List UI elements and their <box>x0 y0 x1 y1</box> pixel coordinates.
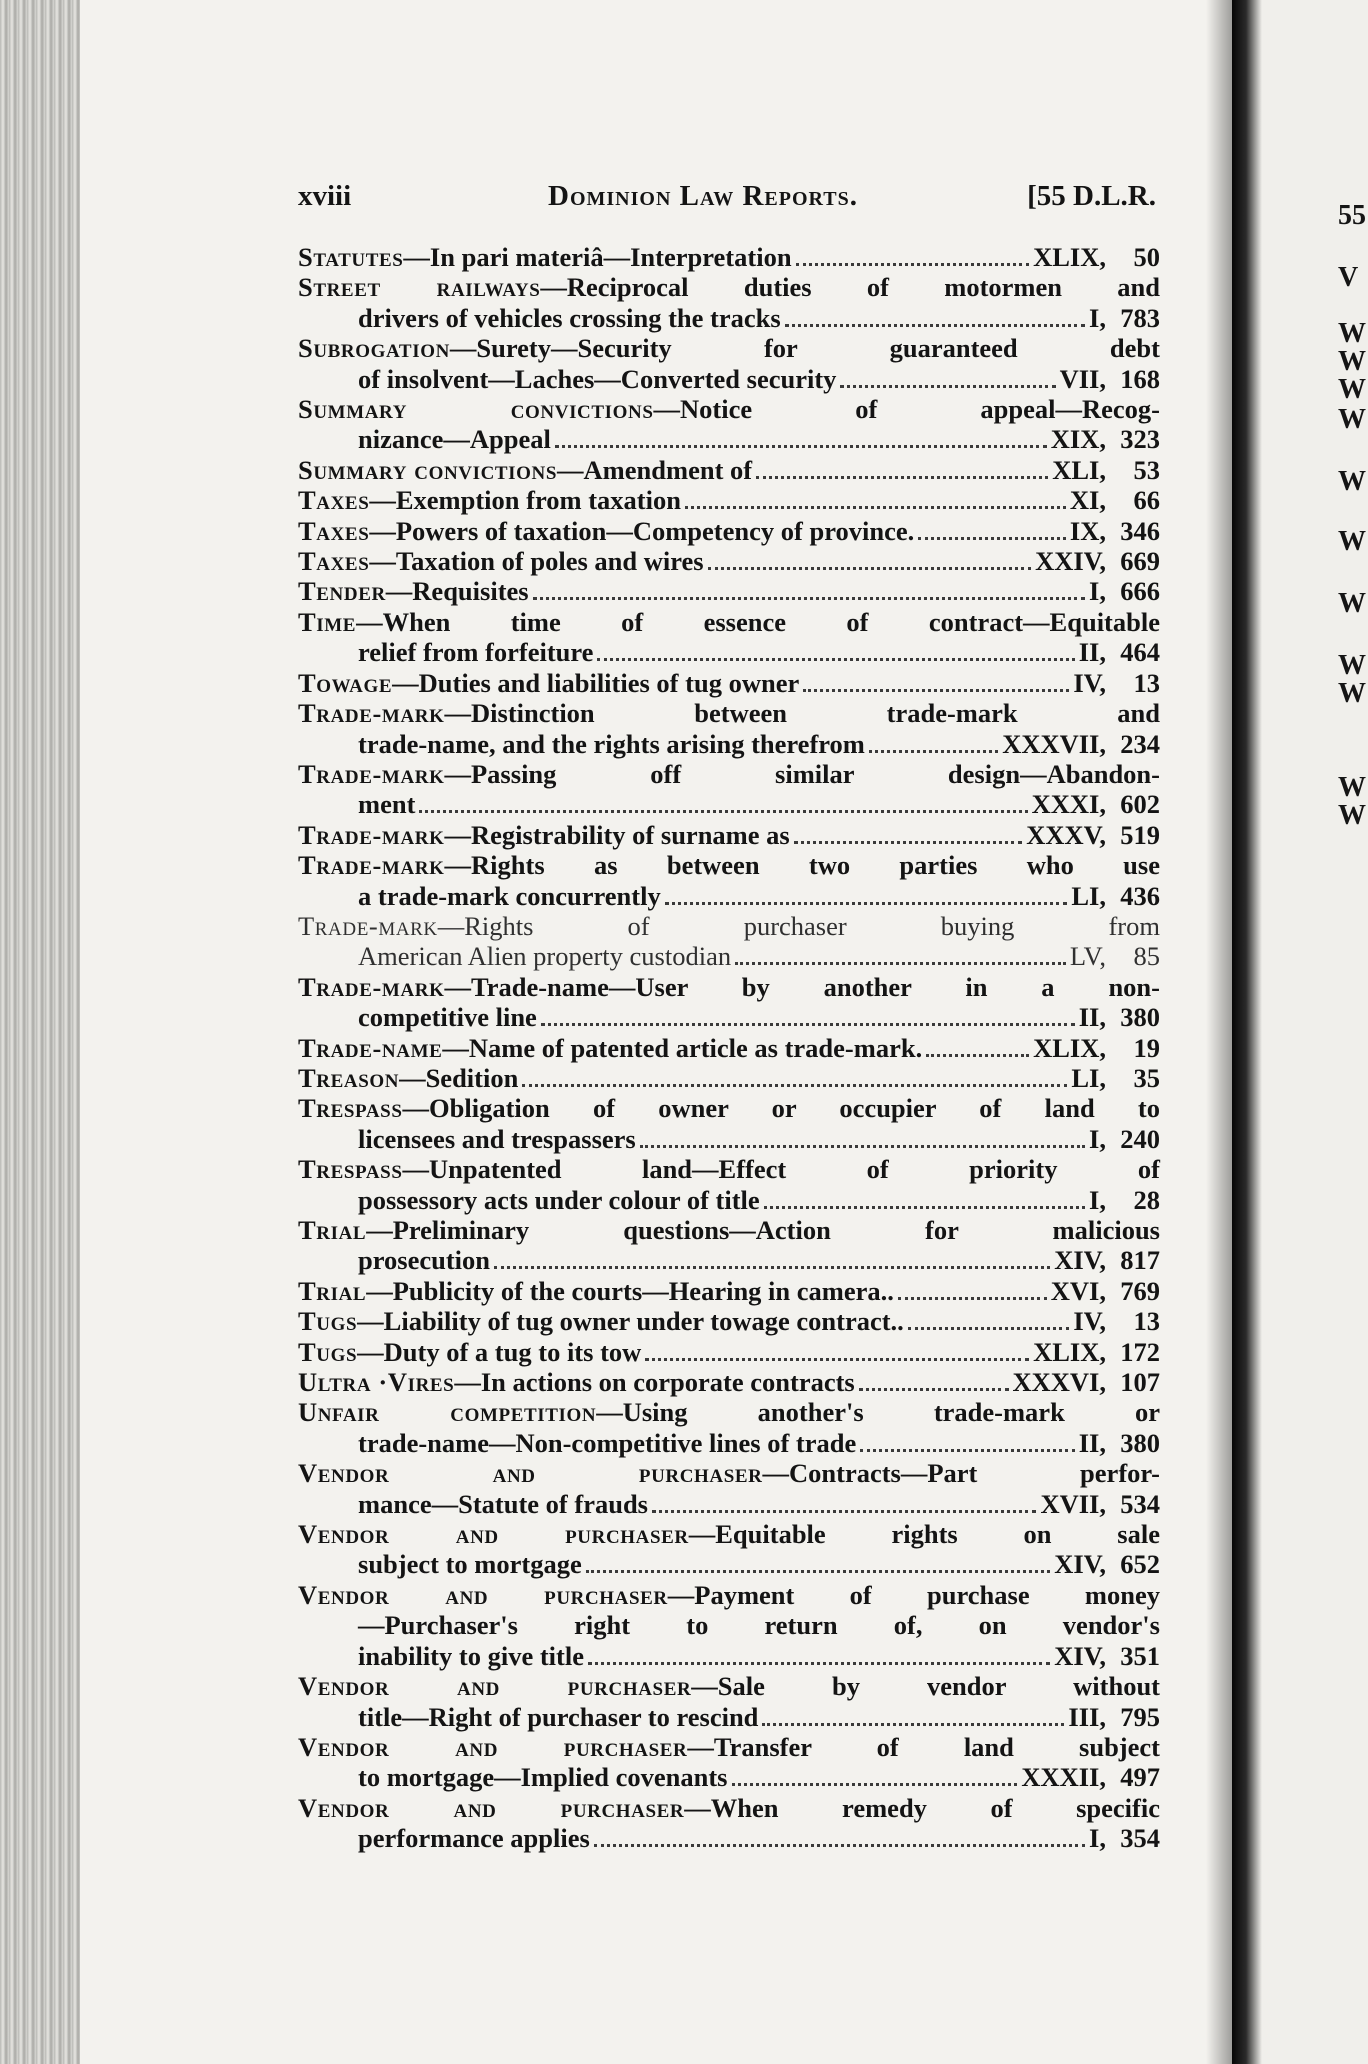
index-entry <box>298 455 1160 485</box>
entry-first-line <box>298 1154 1160 1184</box>
index-entry <box>298 242 1160 272</box>
index-entry <box>298 1397 1160 1458</box>
entry-text: —Sale by vendor without <box>691 1671 1161 1702</box>
entry-heading: Vendor and purchaser <box>298 1731 688 1762</box>
volume-number: LI, <box>1071 1062 1106 1093</box>
dot-leader <box>840 365 1055 388</box>
entry-reference-line <box>298 1276 1160 1306</box>
entry-text: —Obligation of owner or occupier of land to <box>402 1093 1160 1124</box>
entry-heading: Unfair competition <box>298 1397 597 1428</box>
index-entry <box>298 516 1160 546</box>
dot-leader <box>586 1550 1050 1573</box>
entry-text: American Alien property custodian <box>358 941 732 972</box>
entry-text: —Transfer of land subject <box>687 1731 1160 1762</box>
entry-heading: Trial <box>298 1215 367 1245</box>
volume-number: VII, <box>1059 363 1106 394</box>
entry-first-line <box>298 911 1160 941</box>
entry-heading: Subrogation <box>298 333 450 364</box>
entry-reference-line <box>298 1185 1160 1215</box>
entry-first-line <box>298 1519 1160 1549</box>
entry-reference-line <box>298 303 1160 333</box>
page-number: xviii <box>298 180 352 212</box>
entry-reference-line <box>298 1823 1160 1853</box>
dot-leader <box>419 790 1027 813</box>
entry-heading: Trade-mark <box>298 850 445 881</box>
entry-text: performance applies <box>358 1823 590 1854</box>
page-reference: 28 <box>1133 1184 1160 1215</box>
page-reference: 234 <box>1120 728 1160 759</box>
entry-reference-line <box>298 546 1160 576</box>
volume-number: XLIX, <box>1033 1032 1106 1063</box>
dot-leader <box>796 243 1030 266</box>
page-reference: 354 <box>1120 1823 1160 1854</box>
page-reference: 669 <box>1120 546 1160 577</box>
entry-heading: Tugs <box>298 1306 358 1337</box>
volume-number: XXXI, <box>1031 789 1106 820</box>
entry-reference-line <box>298 789 1160 819</box>
entry-reference-line <box>298 576 1160 606</box>
entry-text: —Sedition <box>399 1062 519 1093</box>
index-entry <box>298 972 1160 1033</box>
entry-first-line <box>298 1793 1160 1823</box>
entry-reference-line <box>298 1367 1160 1397</box>
dot-leader <box>533 577 1085 600</box>
index-entry <box>298 911 1160 972</box>
entry-heading: Trespass <box>298 1093 403 1124</box>
entry-first-line <box>298 394 1160 424</box>
index-entry <box>298 1671 1160 1732</box>
index-entry <box>298 668 1160 698</box>
page-reference: 323 <box>1120 424 1160 455</box>
page-reference: 652 <box>1120 1549 1160 1580</box>
volume-number: LV, <box>1069 941 1106 972</box>
index-entry <box>298 1033 1160 1063</box>
page-reference: 380 <box>1120 1002 1160 1033</box>
page-reference: 53 <box>1133 454 1160 485</box>
entry-heading: Taxes <box>298 546 370 577</box>
page-reference: 602 <box>1120 789 1160 820</box>
dot-leader <box>918 517 1066 540</box>
entry-reference-line <box>298 668 1160 698</box>
index-entry <box>298 272 1160 333</box>
index-entry <box>298 1093 1160 1154</box>
entry-text: a trade-mark concurrently <box>358 880 661 911</box>
entry-text: mance—Statute of frauds <box>358 1488 648 1519</box>
volume-number: I, <box>1089 1123 1106 1154</box>
entry-reference-line <box>298 1428 1160 1458</box>
entry-heading: Street railways <box>298 272 541 303</box>
index-entry <box>298 333 1160 394</box>
volume-number: I, <box>1089 302 1106 333</box>
entry-text: possessory acts under colour of title <box>358 1184 760 1215</box>
entry-text: —Duty of a tug to its tow <box>357 1336 642 1367</box>
entry-first-line <box>298 1093 1160 1123</box>
page-reference: 380 <box>1120 1427 1160 1458</box>
volume-number: II, <box>1078 1427 1106 1458</box>
entry-text: —Publicity of the courts—Hearing in camera.. <box>366 1275 894 1306</box>
entry-heading: Tugs <box>298 1336 358 1367</box>
page-reference: 13 <box>1133 667 1160 698</box>
entry-heading: Ultra ·Vires <box>298 1367 455 1398</box>
publication-title: Dominion Law Reports. <box>548 180 858 212</box>
adjacent-page-fragment: W <box>1338 650 1366 681</box>
entry-text: drivers of vehicles crossing the tracks <box>358 302 781 333</box>
entry-reference-line <box>298 242 1160 272</box>
entry-reference-line <box>298 1033 1160 1063</box>
entry-text: —Surety—Security for guaranteed debt <box>449 333 1160 364</box>
index-entry <box>298 485 1160 515</box>
adjacent-page-fragment: V <box>1338 262 1359 293</box>
entry-text: —Purchaser's right to return of, on vendor's <box>358 1610 1160 1641</box>
entry-heading: Summary convictions <box>298 454 558 485</box>
entry-text: —Preliminary questions—Action for malicious <box>366 1215 1160 1245</box>
page-reference: 168 <box>1120 363 1160 394</box>
dot-leader <box>645 1338 1029 1361</box>
index-entry <box>298 1337 1160 1367</box>
entry-text: —Exemption from taxation <box>369 485 681 516</box>
entry-reference-line <box>298 516 1160 546</box>
index-entry <box>298 1519 1160 1580</box>
volume-number: LI, <box>1071 880 1106 911</box>
adjacent-page-fragment: 55 <box>1338 200 1366 231</box>
index-list <box>298 242 1160 1854</box>
entry-text: —In actions on corporate contracts <box>454 1367 855 1398</box>
dot-leader <box>785 304 1085 327</box>
dot-leader <box>594 1824 1085 1847</box>
page-reference: 519 <box>1120 819 1160 850</box>
entry-reference-line <box>298 1002 1160 1032</box>
dot-leader <box>762 1703 1064 1726</box>
entry-text: —When remedy of specific <box>684 1792 1160 1823</box>
page-reference: 172 <box>1120 1336 1160 1367</box>
entry-first-line <box>298 850 1160 880</box>
entry-heading: Trade-mark <box>298 698 445 729</box>
entry-text: competitive line <box>358 1002 537 1033</box>
entry-reference-line <box>298 1124 1160 1154</box>
entry-text: nizance—Appeal <box>358 424 551 455</box>
volume-number: I, <box>1089 1823 1106 1854</box>
page-reference: 19 <box>1133 1032 1160 1063</box>
entry-first-line <box>298 1397 1160 1427</box>
page-reference: 50 <box>1133 242 1160 272</box>
entry-text: —Name of patented article as trade-mark. <box>442 1032 923 1063</box>
entry-text: —Liability of tug owner under towage contract.. <box>357 1306 904 1337</box>
adjacent-page-fragment: W <box>1338 526 1366 557</box>
entry-first-line <box>298 272 1160 302</box>
entry-text: licensees and trespassers <box>358 1123 636 1154</box>
entry-first-line <box>298 1215 1160 1245</box>
entry-text: inability to give title <box>358 1640 584 1671</box>
page-reference: 666 <box>1120 576 1160 607</box>
page-reference: 240 <box>1120 1123 1160 1154</box>
index-entry <box>298 820 1160 850</box>
entry-text: title—Right of purchaser to rescind <box>358 1701 759 1732</box>
dot-leader <box>588 1642 1050 1665</box>
volume-reference: [55 D.L.R. <box>1027 180 1156 212</box>
entry-reference-line <box>298 1762 1160 1792</box>
entry-reference-line <box>298 1702 1160 1732</box>
entry-heading: Trade-mark <box>298 758 445 789</box>
dot-leader <box>522 1064 1067 1087</box>
volume-number: XIV, <box>1054 1245 1106 1276</box>
adjacent-page-fragment: W <box>1338 588 1366 619</box>
entry-text: —Notice of appeal—Recog- <box>653 394 1160 425</box>
index-entry <box>298 1306 1160 1336</box>
dot-leader <box>860 1429 1075 1452</box>
dot-leader <box>794 821 1023 844</box>
entry-reference-line <box>298 1337 1160 1367</box>
entry-reference-line <box>298 729 1160 759</box>
index-entry <box>298 1063 1160 1093</box>
entry-heading: Trade-mark <box>298 910 438 941</box>
dot-leader <box>926 1034 1029 1057</box>
volume-number: IV, <box>1073 667 1106 698</box>
index-entry <box>298 1154 1160 1215</box>
adjacent-page-fragment: W <box>1338 466 1366 497</box>
entry-text: —Reciprocal duties of motormen and <box>540 272 1160 303</box>
entry-reference-line <box>298 1063 1160 1093</box>
volume-number: XIV, <box>1054 1549 1106 1580</box>
dot-leader <box>869 730 998 753</box>
dot-leader <box>735 942 1066 965</box>
adjacent-page-fragment: W <box>1338 318 1366 349</box>
entry-heading: Trade-mark <box>298 971 445 1002</box>
entry-text: —Rights as between two parties who use <box>444 850 1160 881</box>
page-reference: 464 <box>1120 637 1160 668</box>
entry-continuation-line <box>298 1610 1160 1640</box>
entry-text: —Duties and liabilities of tug owner <box>392 667 800 698</box>
index-entry <box>298 1580 1160 1671</box>
page-reference: 66 <box>1133 485 1160 516</box>
adjacent-page-fragment: W <box>1338 346 1366 377</box>
dot-leader <box>555 425 1047 448</box>
entry-reference-line <box>298 424 1160 454</box>
entry-text: —Equitable rights on sale <box>688 1519 1160 1550</box>
volume-number: XXXVII, <box>1002 728 1106 759</box>
entry-first-line <box>298 1732 1160 1762</box>
page-reference: 13 <box>1133 1306 1160 1337</box>
entry-text: —When time of essence of contract—Equitable <box>356 606 1160 637</box>
adjacent-page-fragment: W <box>1338 772 1366 803</box>
entry-first-line <box>298 333 1160 363</box>
volume-number: II, <box>1078 637 1106 668</box>
index-entry <box>298 394 1160 455</box>
page-reference: 351 <box>1120 1640 1160 1671</box>
dot-leader <box>494 1246 1050 1269</box>
running-head <box>298 180 1156 224</box>
entry-reference-line <box>298 1306 1160 1336</box>
dot-leader <box>908 1307 1070 1330</box>
entry-text: —Passing off similar design—Abandon- <box>444 758 1160 789</box>
entry-reference-line <box>298 881 1160 911</box>
page-reference: 436 <box>1120 880 1160 911</box>
volume-number: XXXV, <box>1026 819 1106 850</box>
volume-number: XXIV, <box>1035 546 1106 577</box>
index-entry <box>298 850 1160 911</box>
index-entry <box>298 546 1160 576</box>
entry-text: —Using another's trade-mark or <box>596 1397 1160 1428</box>
entry-first-line <box>298 972 1160 1002</box>
entry-text: —Rights of purchaser buying from <box>437 910 1160 941</box>
volume-number: XLI, <box>1052 454 1106 485</box>
dot-leader <box>803 669 1069 692</box>
volume-number: XLIX, <box>1033 242 1106 272</box>
dot-leader <box>541 1003 1075 1026</box>
dot-leader <box>640 1125 1085 1148</box>
entry-text: —Powers of taxation—Competency of province. <box>369 515 915 546</box>
entry-heading: Trade-name <box>298 1032 443 1063</box>
entry-text: of insolvent—Laches—Converted security <box>358 363 837 394</box>
entry-text: —Trade-name—User by another in a non- <box>444 971 1160 1002</box>
entry-heading: Time <box>298 606 357 637</box>
index-entry <box>298 576 1160 606</box>
volume-number: XVI, <box>1050 1275 1106 1306</box>
index-entry <box>298 1458 1160 1519</box>
entry-first-line <box>298 1671 1160 1701</box>
page-binding <box>0 0 80 2064</box>
dot-leader <box>859 1368 1009 1391</box>
entry-heading: Vendor and purchaser <box>298 1792 685 1823</box>
entry-text: —Taxation of poles and wires <box>369 546 704 577</box>
index-entry <box>298 1732 1160 1793</box>
page-reference: 85 <box>1133 941 1160 972</box>
entry-first-line <box>298 1580 1160 1610</box>
adjacent-page-fragment: W <box>1338 800 1366 831</box>
adjacent-page <box>1232 0 1368 2064</box>
dot-leader <box>764 1186 1085 1209</box>
volume-number: XIV, <box>1054 1640 1106 1671</box>
volume-number: XXXVI, <box>1012 1367 1106 1398</box>
entry-reference-line <box>298 1489 1160 1519</box>
entry-heading: Trespass <box>298 1154 403 1185</box>
page-reference: 769 <box>1120 1275 1160 1306</box>
adjacent-page-fragment: W <box>1338 374 1366 405</box>
entry-heading: Vendor and purchaser <box>298 1671 692 1702</box>
index-entry <box>298 1367 1160 1397</box>
adjacent-page-fragment: W <box>1338 404 1366 435</box>
entry-first-line <box>298 759 1160 789</box>
entry-heading: Vendor and purchaser <box>298 1579 668 1610</box>
entry-text: —Contracts—Part perfor- <box>762 1458 1160 1489</box>
entry-text: trade-name—Non-competitive lines of trade <box>358 1427 857 1458</box>
dot-leader <box>652 1490 1036 1513</box>
entry-first-line <box>298 607 1160 637</box>
entry-text: —Amendment of <box>557 454 753 485</box>
entry-heading: Statutes <box>298 242 404 272</box>
dot-leader <box>597 638 1074 661</box>
entry-reference-line <box>298 820 1160 850</box>
dot-leader <box>685 486 1066 509</box>
page-edge-shadow <box>1206 0 1232 2064</box>
index-entry <box>298 698 1160 759</box>
entry-heading: Vendor and purchaser <box>298 1458 763 1489</box>
entry-first-line <box>298 1458 1160 1488</box>
dot-leader <box>708 547 1031 570</box>
entry-text: —Payment of purchase money <box>667 1579 1160 1610</box>
index-entry <box>298 607 1160 668</box>
entry-reference-line <box>298 941 1160 971</box>
volume-number: XLIX, <box>1033 1336 1106 1367</box>
volume-number: IV, <box>1073 1306 1106 1337</box>
entry-reference-line <box>298 455 1160 485</box>
entry-heading: Summary convictions <box>298 394 654 425</box>
entry-heading: Trial <box>298 1275 367 1306</box>
page-reference: 107 <box>1120 1367 1160 1398</box>
entry-reference-line <box>298 485 1160 515</box>
volume-number: III, <box>1068 1701 1106 1732</box>
index-entry <box>298 759 1160 820</box>
entry-heading: Trade-mark <box>298 819 445 850</box>
page-reference: 35 <box>1133 1062 1160 1093</box>
entry-heading: Treason <box>298 1062 400 1093</box>
entry-reference-line <box>298 364 1160 394</box>
page-reference: 497 <box>1120 1762 1160 1793</box>
page-reference: 534 <box>1120 1488 1160 1519</box>
entry-text: —Requisites <box>385 576 529 607</box>
volume-number: IX, <box>1069 515 1106 546</box>
entry-first-line <box>298 698 1160 728</box>
adjacent-page-fragment: W <box>1338 678 1366 709</box>
dot-leader <box>665 882 1068 905</box>
entry-heading: Taxes <box>298 485 370 516</box>
page-reference: 346 <box>1120 515 1160 546</box>
entry-text: ment <box>358 789 416 820</box>
page-reference: 795 <box>1120 1701 1160 1732</box>
entry-reference-line <box>298 1245 1160 1275</box>
dot-leader <box>756 456 1048 479</box>
index-entry <box>298 1215 1160 1276</box>
volume-number: XI, <box>1069 485 1106 516</box>
entry-text: —Registrability of surname as <box>444 819 790 850</box>
index-entry <box>298 1276 1160 1306</box>
volume-number: I, <box>1089 576 1106 607</box>
volume-number: XIX, <box>1050 424 1106 455</box>
entry-heading: Tender <box>298 576 386 607</box>
entry-text: relief from forfeiture <box>358 637 594 668</box>
volume-number: XVII, <box>1040 1488 1106 1519</box>
entry-reference-line <box>298 1641 1160 1671</box>
dot-leader <box>732 1763 1018 1786</box>
page-reference: 817 <box>1120 1245 1160 1276</box>
entry-heading: Towage <box>298 667 393 698</box>
entry-text: —Unpatented land—Effect of priority of <box>402 1154 1160 1185</box>
entry-text: trade-name, and the rights arising therefrom <box>358 728 865 759</box>
page-reference: 783 <box>1120 302 1160 333</box>
entry-text: —Distinction between trade-mark and <box>444 698 1160 729</box>
entry-reference-line <box>298 637 1160 667</box>
entry-heading: Taxes <box>298 515 370 546</box>
entry-text: to mortgage—Implied covenants <box>358 1762 728 1793</box>
dot-leader <box>898 1277 1047 1300</box>
volume-number: XXXII, <box>1021 1762 1106 1793</box>
volume-number: II, <box>1078 1002 1106 1033</box>
index-entry <box>298 1793 1160 1854</box>
entry-reference-line <box>298 1549 1160 1579</box>
entry-text: subject to mortgage <box>358 1549 582 1580</box>
entry-text: prosecution <box>358 1245 491 1276</box>
entry-heading: Vendor and purchaser <box>298 1519 689 1550</box>
volume-number: I, <box>1089 1184 1106 1215</box>
entry-text: —In pari materiâ—Interpretation <box>403 242 792 272</box>
